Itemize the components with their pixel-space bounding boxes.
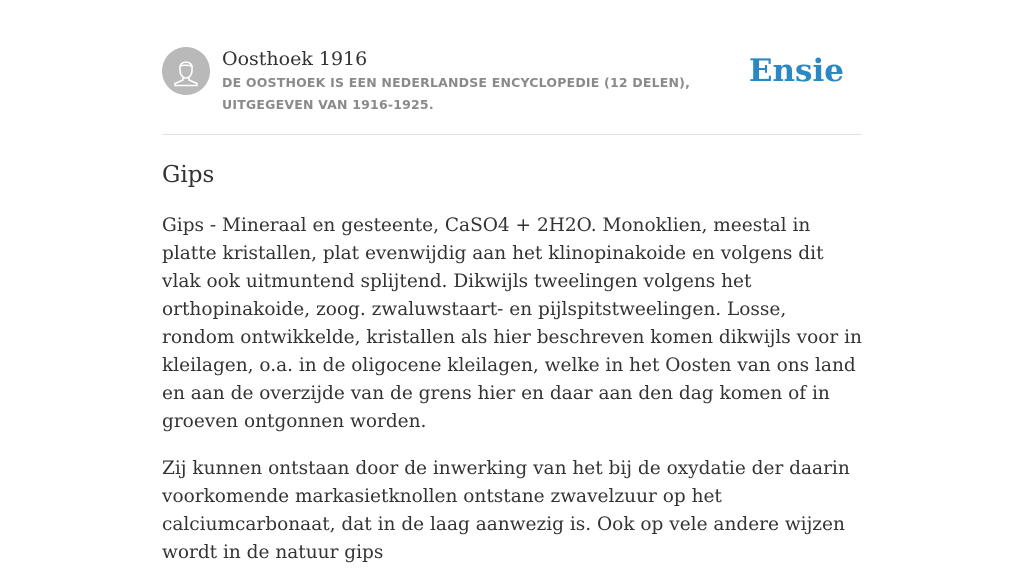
source-avatar[interactable] — [162, 47, 210, 95]
source-title[interactable]: Oosthoek 1916 — [222, 48, 368, 70]
source-description: DE OOSTHOEK IS EEN NEDERLANDSE ENCYCLOPEDIE (12 DELEN), UITGEGEVEN VAN 1916-1925. — [222, 75, 691, 112]
entry-title: Gips — [162, 162, 215, 188]
entry-paragraph: Gips - Mineraal en gesteente, CaSO4 + 2H2O. Monoklien, meestal in platte kristallen, plat evenwijdig aan het klinopinakoide en volgens dit vlak ook uitmuntend splijtend. Dikwijls tweelingen volgens het orthopinakoide, zoog. zwaluwstaart- en pijlspitstweelingen. Losse, rondom ontwikkelde, kristallen als hier beschreven komen dikwijls voor in kleilagen, o.a. in de oligocene kleilagen, welke in het Oosten van ons land en aan de overzijde van de grens hier en daar aan den dag komen of in groeven ontgonnen worden. — [162, 215, 862, 432]
user-icon — [162, 47, 210, 95]
entry-paragraph: Zij kunnen ontstaan door de inwerking van het bij de oxydatie der daarin voorkomende markasietknollen ontstane zwavelzuur op het calciumcarbonaat, dat in de laag aanwezig is. Ook op vele andere wijzen wordt in de natuur gips — [162, 458, 850, 563]
entry-body — [162, 212, 862, 586]
source-header — [162, 47, 862, 135]
brand-logo[interactable]: Ensie — [748, 53, 844, 89]
